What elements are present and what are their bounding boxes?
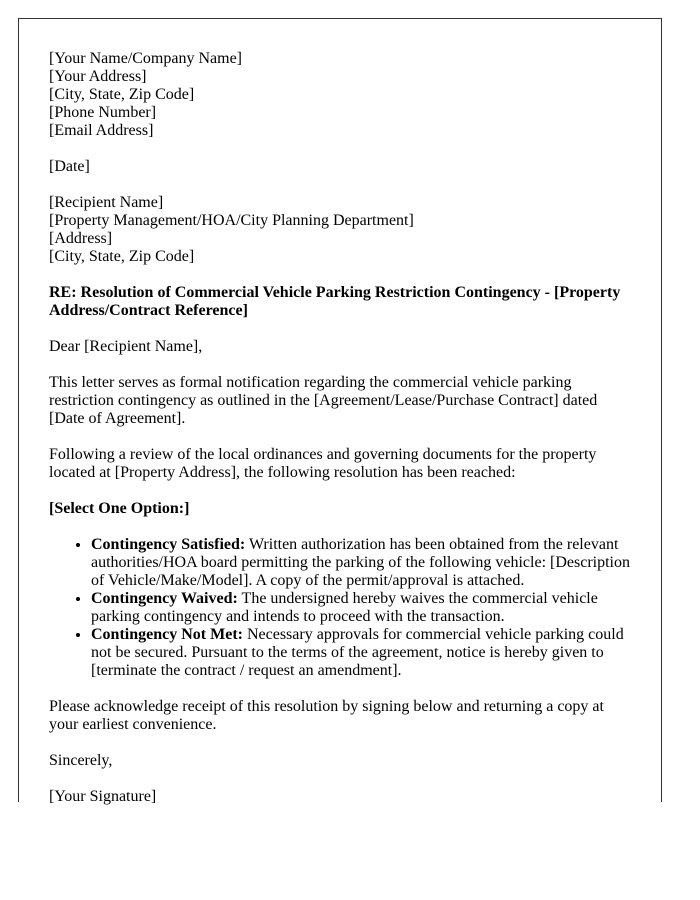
options-list [49, 536, 631, 680]
sender-line: [Phone Number] [49, 104, 157, 121]
salutation: Dear [Recipient Name], [49, 338, 203, 355]
option-label: Contingency Waived: [91, 590, 238, 607]
subject-line: RE: Resolution of Commercial Vehicle Parking Restriction Contingency - [Property Address/Contract Reference] [49, 284, 621, 319]
sender-line: [Your Address] [49, 68, 147, 85]
option-label: Contingency Satisfied: [91, 536, 246, 553]
sender-address-block [49, 50, 631, 140]
option-text: Written authorization has been obtained from the relevant authorities/HOA board permitting the parking of the following vehicle: [Description of Vehicle/Make/Model]. A copy of the permit/approval is attached. [91, 536, 630, 589]
paragraph-intro: This letter serves as formal notification regarding the commercial vehicle parking restriction contingency as outlined in the [Agreement/Lease/Purchase Contract] dated [Date of Agreement]. [49, 374, 598, 427]
recipient-address-block [49, 194, 631, 266]
recipient-line: [Property Management/HOA/City Planning Department] [49, 212, 414, 229]
recipient-line: [Address] [49, 230, 113, 247]
date-line: [Date] [49, 158, 90, 175]
recipient-line: [Recipient Name] [49, 194, 164, 211]
options-header: [Select One Option:] [49, 500, 190, 517]
option-contingency-satisfied [91, 536, 631, 590]
sender-line: [Your Name/Company Name] [49, 50, 243, 67]
recipient-line: [City, State, Zip Code] [49, 248, 195, 265]
option-contingency-not-met [91, 626, 631, 680]
letter-page [18, 18, 662, 805]
sender-line: [Email Address] [49, 122, 154, 139]
option-text: The undersigned hereby waives the commercial vehicle parking contingency and intends to proceed with the transaction. [91, 590, 598, 625]
option-label: Contingency Not Met: [91, 626, 243, 643]
signature-placeholder: [Your Signature] [49, 788, 157, 805]
option-text: Necessary approvals for commercial vehicle parking could not be secured. Pursuant to the terms of the agreement, notice is hereby given to [terminate the contract / request an amendment]. [91, 626, 624, 679]
paragraph-acknowledge: Please acknowledge receipt of this resolution by signing below and returning a copy at your earliest convenience. [49, 698, 604, 733]
sender-line: [City, State, Zip Code] [49, 86, 195, 103]
paragraph-review: Following a review of the local ordinances and governing documents for the property located at [Property Address], the following resolution has been reached: [49, 446, 597, 481]
option-contingency-waived [91, 590, 631, 626]
signoff: Sincerely, [49, 752, 113, 769]
